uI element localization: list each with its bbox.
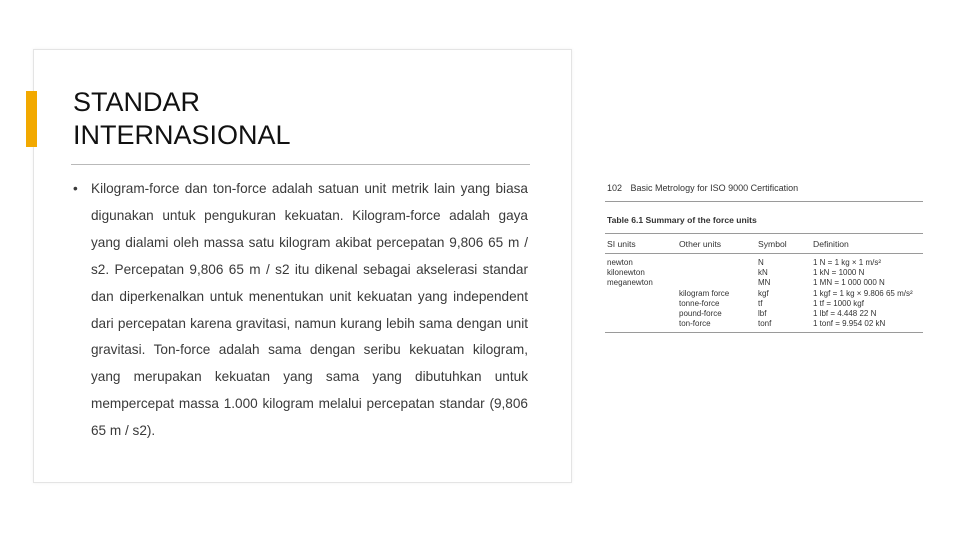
cell-definition: 1 N = 1 kg × 1 m/s² bbox=[813, 258, 882, 267]
title-line-2: INTERNASIONAL bbox=[73, 120, 291, 150]
book-page-number: 102 bbox=[607, 183, 623, 193]
book-running-title: Basic Metrology for ISO 9000 Certification bbox=[630, 183, 799, 193]
book-top-rule bbox=[605, 201, 923, 202]
cell-symbol: kgf bbox=[758, 288, 769, 298]
cell-definition: 1 tf = 1000 kgf bbox=[813, 298, 864, 308]
cell-si-unit: meganewton bbox=[607, 278, 653, 288]
book-running-head bbox=[607, 183, 798, 193]
cell-definition: 1 kN = 1000 N bbox=[813, 268, 865, 278]
title-divider bbox=[71, 164, 530, 165]
cell-si-unit: newton bbox=[607, 258, 633, 267]
title-line-1: STANDAR bbox=[73, 87, 201, 117]
cell-si-unit: kilonewton bbox=[607, 268, 645, 278]
bullet-item bbox=[73, 176, 528, 445]
book-excerpt-image bbox=[605, 181, 925, 336]
table-header-rule bbox=[605, 253, 923, 254]
cell-symbol: kN bbox=[758, 268, 768, 278]
column-header: Definition bbox=[813, 239, 849, 249]
cell-definition: 1 kgf = 1 kg × 9.806 65 m/s² bbox=[813, 288, 913, 298]
cell-symbol: lbf bbox=[758, 309, 767, 318]
cell-other-unit: ton-force bbox=[679, 319, 711, 329]
page-title bbox=[73, 86, 533, 152]
cell-symbol: tonf bbox=[758, 319, 772, 329]
cell-symbol: N bbox=[758, 258, 764, 267]
cell-other-unit: kilogram force bbox=[679, 288, 730, 298]
cell-other-unit: tonne-force bbox=[679, 298, 720, 308]
cell-symbol: MN bbox=[758, 278, 771, 288]
table-caption: Table 6.1 Summary of the force units bbox=[607, 215, 757, 225]
table-top-rule bbox=[605, 233, 923, 234]
title-accent-bar bbox=[26, 91, 37, 147]
bullet-paragraph: Kilogram-force dan ton-force adalah satuan unit metrik lain yang biasa digunakan untuk pengukuran kekuatan. Kilogram-force adalah gaya yang dialami oleh massa satu kilogram akibat percepatan 9,806 65 m / s2. Percepatan 9,806 65 m / s2 itu dikenal sebagai akselerasi standar dan diperkenalkan untuk menentukan unit kekuatan yang independent dari percepatan karena gravitasi, namun kurang lebih sama dengan unit gravitasi. Ton-force adalah sama dengan seribu kekuatan kilogram, yang merupakan kekuatan yang sama yang dibutuhkan untuk mempercepat massa 1.000 kilogram melalui percepatan standar (9,806 65 m / s2). bbox=[91, 181, 528, 439]
cell-definition: 1 lbf = 4.448 22 N bbox=[813, 309, 877, 318]
cell-other-unit: pound-force bbox=[679, 309, 722, 318]
table-bottom-rule bbox=[605, 332, 923, 333]
column-header: SI units bbox=[607, 239, 636, 249]
column-header: Symbol bbox=[758, 239, 787, 249]
column-header: Other units bbox=[679, 239, 722, 249]
bullet-marker: • bbox=[73, 181, 78, 196]
cell-symbol: tf bbox=[758, 298, 763, 308]
cell-definition: 1 MN = 1 000 000 N bbox=[813, 278, 885, 288]
cell-definition: 1 tonf = 9.954 02 kN bbox=[813, 319, 886, 329]
